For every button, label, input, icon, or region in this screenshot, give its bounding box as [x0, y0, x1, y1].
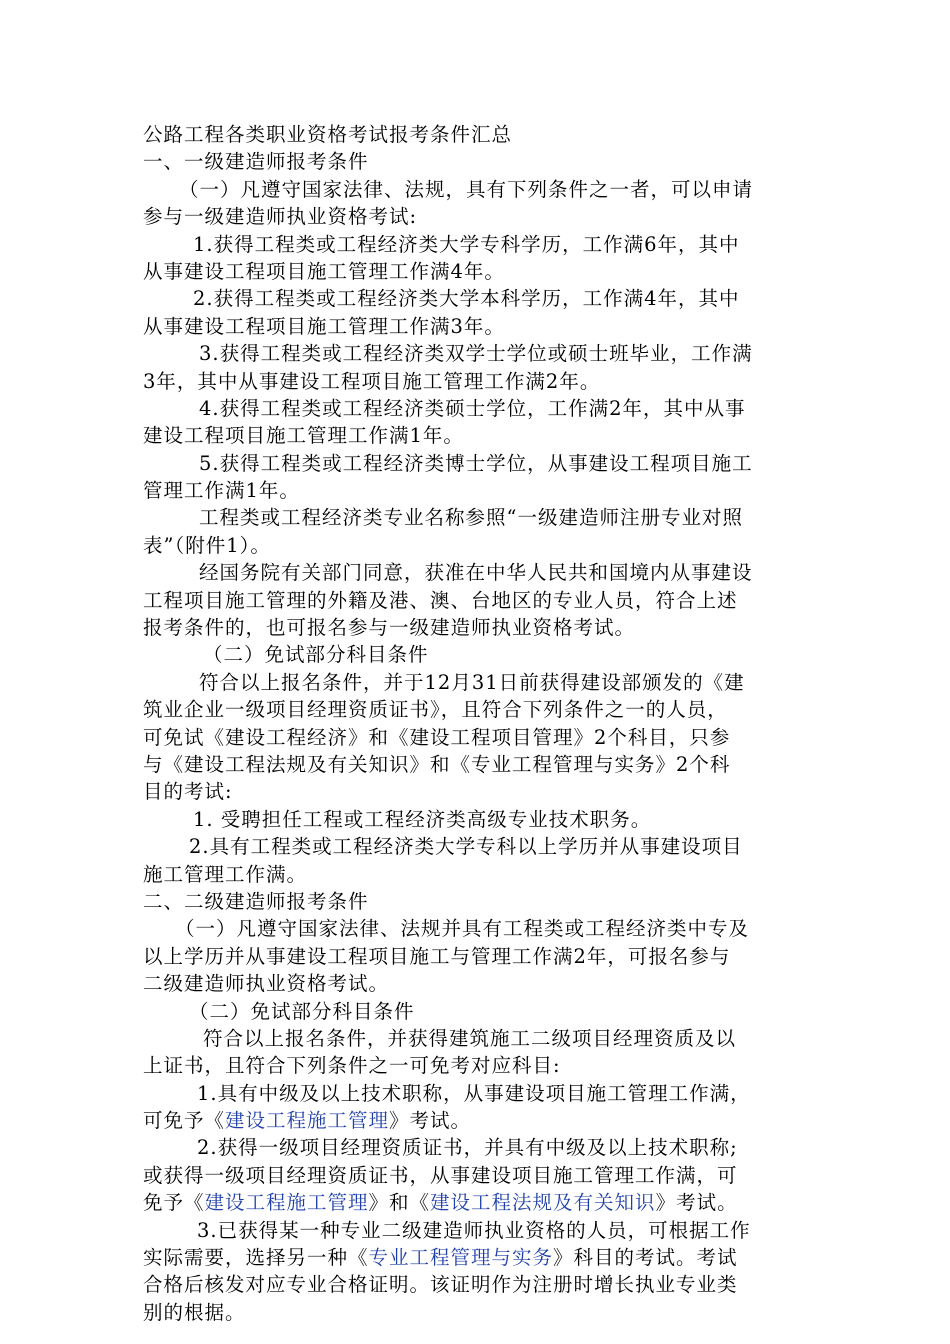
- list-item-line: 4.获得工程类或工程经济类硕士学位，工作满2年，其中从事: [199, 396, 746, 420]
- paragraph-line: 参与一级建造师执业资格考试:: [143, 205, 418, 229]
- paragraph-line: 以上学历并从事建设工程项目施工与管理工作满2年，可报名参与: [143, 944, 731, 968]
- paragraph-line: 符合以上报名条件，并获得建筑施工二级项目经理资质及以: [203, 1026, 737, 1050]
- paragraph-line: 或获得一级项目经理资质证书，从事建设项目施工管理工作满，可: [143, 1163, 738, 1187]
- list-item-line: 3.已获得某一种专业二级建造师执业资格的人员，可根据工作: [197, 1218, 751, 1242]
- paragraph-line: 报考条件的，也可报名参与一级建造师执业资格考试。: [143, 616, 636, 640]
- paragraph-line: 合格后核发对应专业合格证明。该证明作为注册时增长执业专业类: [143, 1273, 738, 1297]
- paragraph-line: （一）凡遵守国家法律、法规并具有工程类或工程经济类中专及: [175, 917, 750, 941]
- text-run: 》考试。: [389, 1109, 472, 1133]
- list-item-line: 2.获得一级项目经理资质证书，并具有中级及以上技术职称;: [197, 1136, 738, 1160]
- document-title: 公路工程各类职业资格考试报考条件汇总: [143, 123, 513, 146]
- text-run: 》和《: [368, 1191, 431, 1215]
- text-run: 》考试。: [655, 1191, 738, 1215]
- paragraph-line: 可免试《建设工程经济》和《建设工程项目管理》2个科目，只参: [143, 725, 731, 749]
- paragraph-line: 从事建设工程项目施工管理工作满4年。: [143, 259, 505, 283]
- text-run: 》科目的考试。考试: [553, 1246, 738, 1270]
- link-practice[interactable]: 专业工程管理与实务: [368, 1246, 554, 1270]
- subsection-heading: （二）免试部分科目条件: [203, 643, 429, 667]
- paragraph-line: 表”（附件1）。: [143, 533, 271, 557]
- paragraph-line: 经国务院有关部门同意，获准在中华人民共和国境内从事建设: [199, 561, 753, 585]
- paragraph-line: 工程项目施工管理的外籍及港、澳、台地区的专业人员，符合上述: [143, 588, 738, 612]
- paragraph-line: 上证书，且符合下列条件之一可免考对应科目:: [143, 1054, 561, 1078]
- paragraph-line: （一）凡遵守国家法律、法规，具有下列条件之一者，可以申请: [179, 177, 754, 201]
- paragraph-line: 从事建设工程项目施工管理工作满3年。: [143, 314, 505, 338]
- paragraph-line: [143, 1107, 803, 1134]
- link-construction-mgmt[interactable]: 建设工程施工管理: [225, 1109, 390, 1133]
- list-item-line: 2.获得工程类或工程经济类大学本科学历，工作满4年，其中: [193, 287, 740, 311]
- paragraph-line: 目的考试:: [143, 780, 233, 804]
- list-item-line: 1.具有中级及以上技术职称，从事建设项目施工管理工作满，: [197, 1081, 751, 1105]
- paragraph-line: [143, 1189, 803, 1216]
- paragraph-line: 别的根据。: [143, 1300, 246, 1324]
- paragraph-line: 3年，其中从事建设工程项目施工管理工作满2年。: [143, 369, 601, 393]
- text-run: 实际需要，选择另一种《: [143, 1246, 369, 1270]
- paragraph-line: 二级建造师执业资格考试。: [143, 972, 390, 996]
- document-page: [143, 121, 803, 1326]
- paragraph-line: 工程类或工程经济类专业名称参照“一级建造师注册专业对照: [199, 506, 743, 530]
- link-regulations[interactable]: 建设工程法规及有关知识: [430, 1191, 656, 1215]
- list-item-line: 1.获得工程类或工程经济类大学专科学历，工作满6年，其中: [193, 232, 740, 256]
- list-item-line: 2.具有工程类或工程经济类大学专科以上学历并从事建设项目: [189, 835, 743, 859]
- paragraph-line: 建设工程项目施工管理工作满1年。: [143, 424, 464, 448]
- paragraph-line: 符合以上报名条件，并于12月31日前获得建设部颁发的《建: [199, 670, 745, 694]
- list-item-line: 5.获得工程类或工程经济类博士学位，从事建设工程项目施工: [199, 451, 753, 475]
- paragraph-line: 筑业企业一级项目经理资质证书》，且符合下列条件之一的人员，: [143, 698, 728, 722]
- paragraph-line: [143, 1244, 803, 1271]
- section-heading-1: 一、一级建造师报考条件: [143, 150, 369, 174]
- subsection-heading: （二）免试部分科目条件: [189, 999, 415, 1023]
- text-run: 可免予《: [143, 1109, 226, 1133]
- list-item-line: 3.获得工程类或工程经济类双学士学位或硕士班毕业，工作满: [199, 342, 753, 366]
- paragraph-line: 管理工作满1年。: [143, 479, 300, 503]
- paragraph-line: 与《建设工程法规及有关知识》和《专业工程管理与实务》2个科: [143, 752, 731, 776]
- link-construction-mgmt[interactable]: 建设工程施工管理: [204, 1191, 369, 1215]
- text-run: 免予《: [143, 1191, 205, 1215]
- list-item-line: 1. 受聘担任工程或工程经济类高级专业技术职务。: [193, 807, 652, 831]
- paragraph-line: 施工管理工作满。: [143, 862, 308, 886]
- section-heading-2: 二、二级建造师报考条件: [143, 889, 369, 913]
